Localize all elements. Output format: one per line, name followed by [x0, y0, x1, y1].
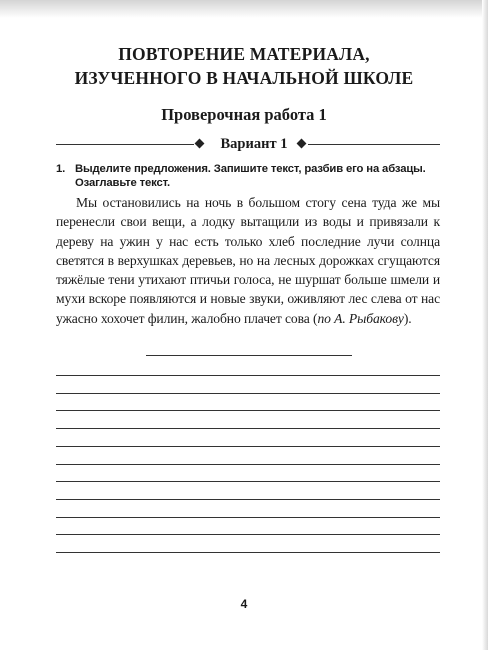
variant-header: [56, 136, 440, 152]
answer-line[interactable]: [56, 428, 440, 429]
diamond-icon: [195, 139, 205, 149]
exercise-source: по А. Рыбакову: [317, 310, 404, 326]
work-title: Проверочная работа 1: [161, 105, 327, 124]
exercise-text: [56, 193, 440, 328]
task-number: 1.: [56, 163, 66, 175]
exercise-body: Мы остановились на ночь в большом стогу сена туда же мы перенесли свои вещи, а лодку вытащили из воды и привязали к дереву на ужин у нас есть только хлеб последние лучи солнца светятся в верхушках деревьев, но на лесных дорожках сгущаются тяжёлые тени утихают птичьи голоса, не шуршат больше шмели и мухи вскоре появляются и новые звуки, оживляют лес слева от нас ужасно хохочет филин, жалобно плачет сова (: [56, 195, 440, 326]
page-top-shadow: [0, 0, 488, 18]
answer-line[interactable]: [56, 375, 440, 376]
variant-label: Вариант 1: [220, 136, 288, 152]
answer-line[interactable]: [56, 481, 440, 482]
section-title-line2: ИЗУЧЕННОГО В НАЧАЛЬНОЙ ШКОЛЕ: [74, 68, 414, 88]
answer-line[interactable]: [56, 552, 440, 553]
answer-line[interactable]: [56, 534, 440, 535]
exercise-closing: ).: [403, 310, 412, 326]
diamond-icon: [297, 139, 307, 149]
page-number: 4: [240, 597, 248, 611]
variant-rule-left: [56, 144, 194, 145]
answer-line[interactable]: [56, 499, 440, 500]
section-title-line1: ПОВТОРЕНИЕ МАТЕРИАЛА,: [118, 44, 370, 64]
task-instruction: Выделите предложения. Запишите текст, разбив его на абзацы. Озаглавьте текст.: [75, 163, 426, 189]
page-right-shadow: [482, 0, 488, 650]
title-answer-line[interactable]: [146, 355, 352, 356]
answer-line[interactable]: [56, 393, 440, 394]
answer-line[interactable]: [56, 446, 440, 447]
answer-line[interactable]: [56, 410, 440, 411]
answer-line[interactable]: [56, 517, 440, 518]
variant-rule-right: [308, 144, 440, 145]
answer-line[interactable]: [56, 464, 440, 465]
